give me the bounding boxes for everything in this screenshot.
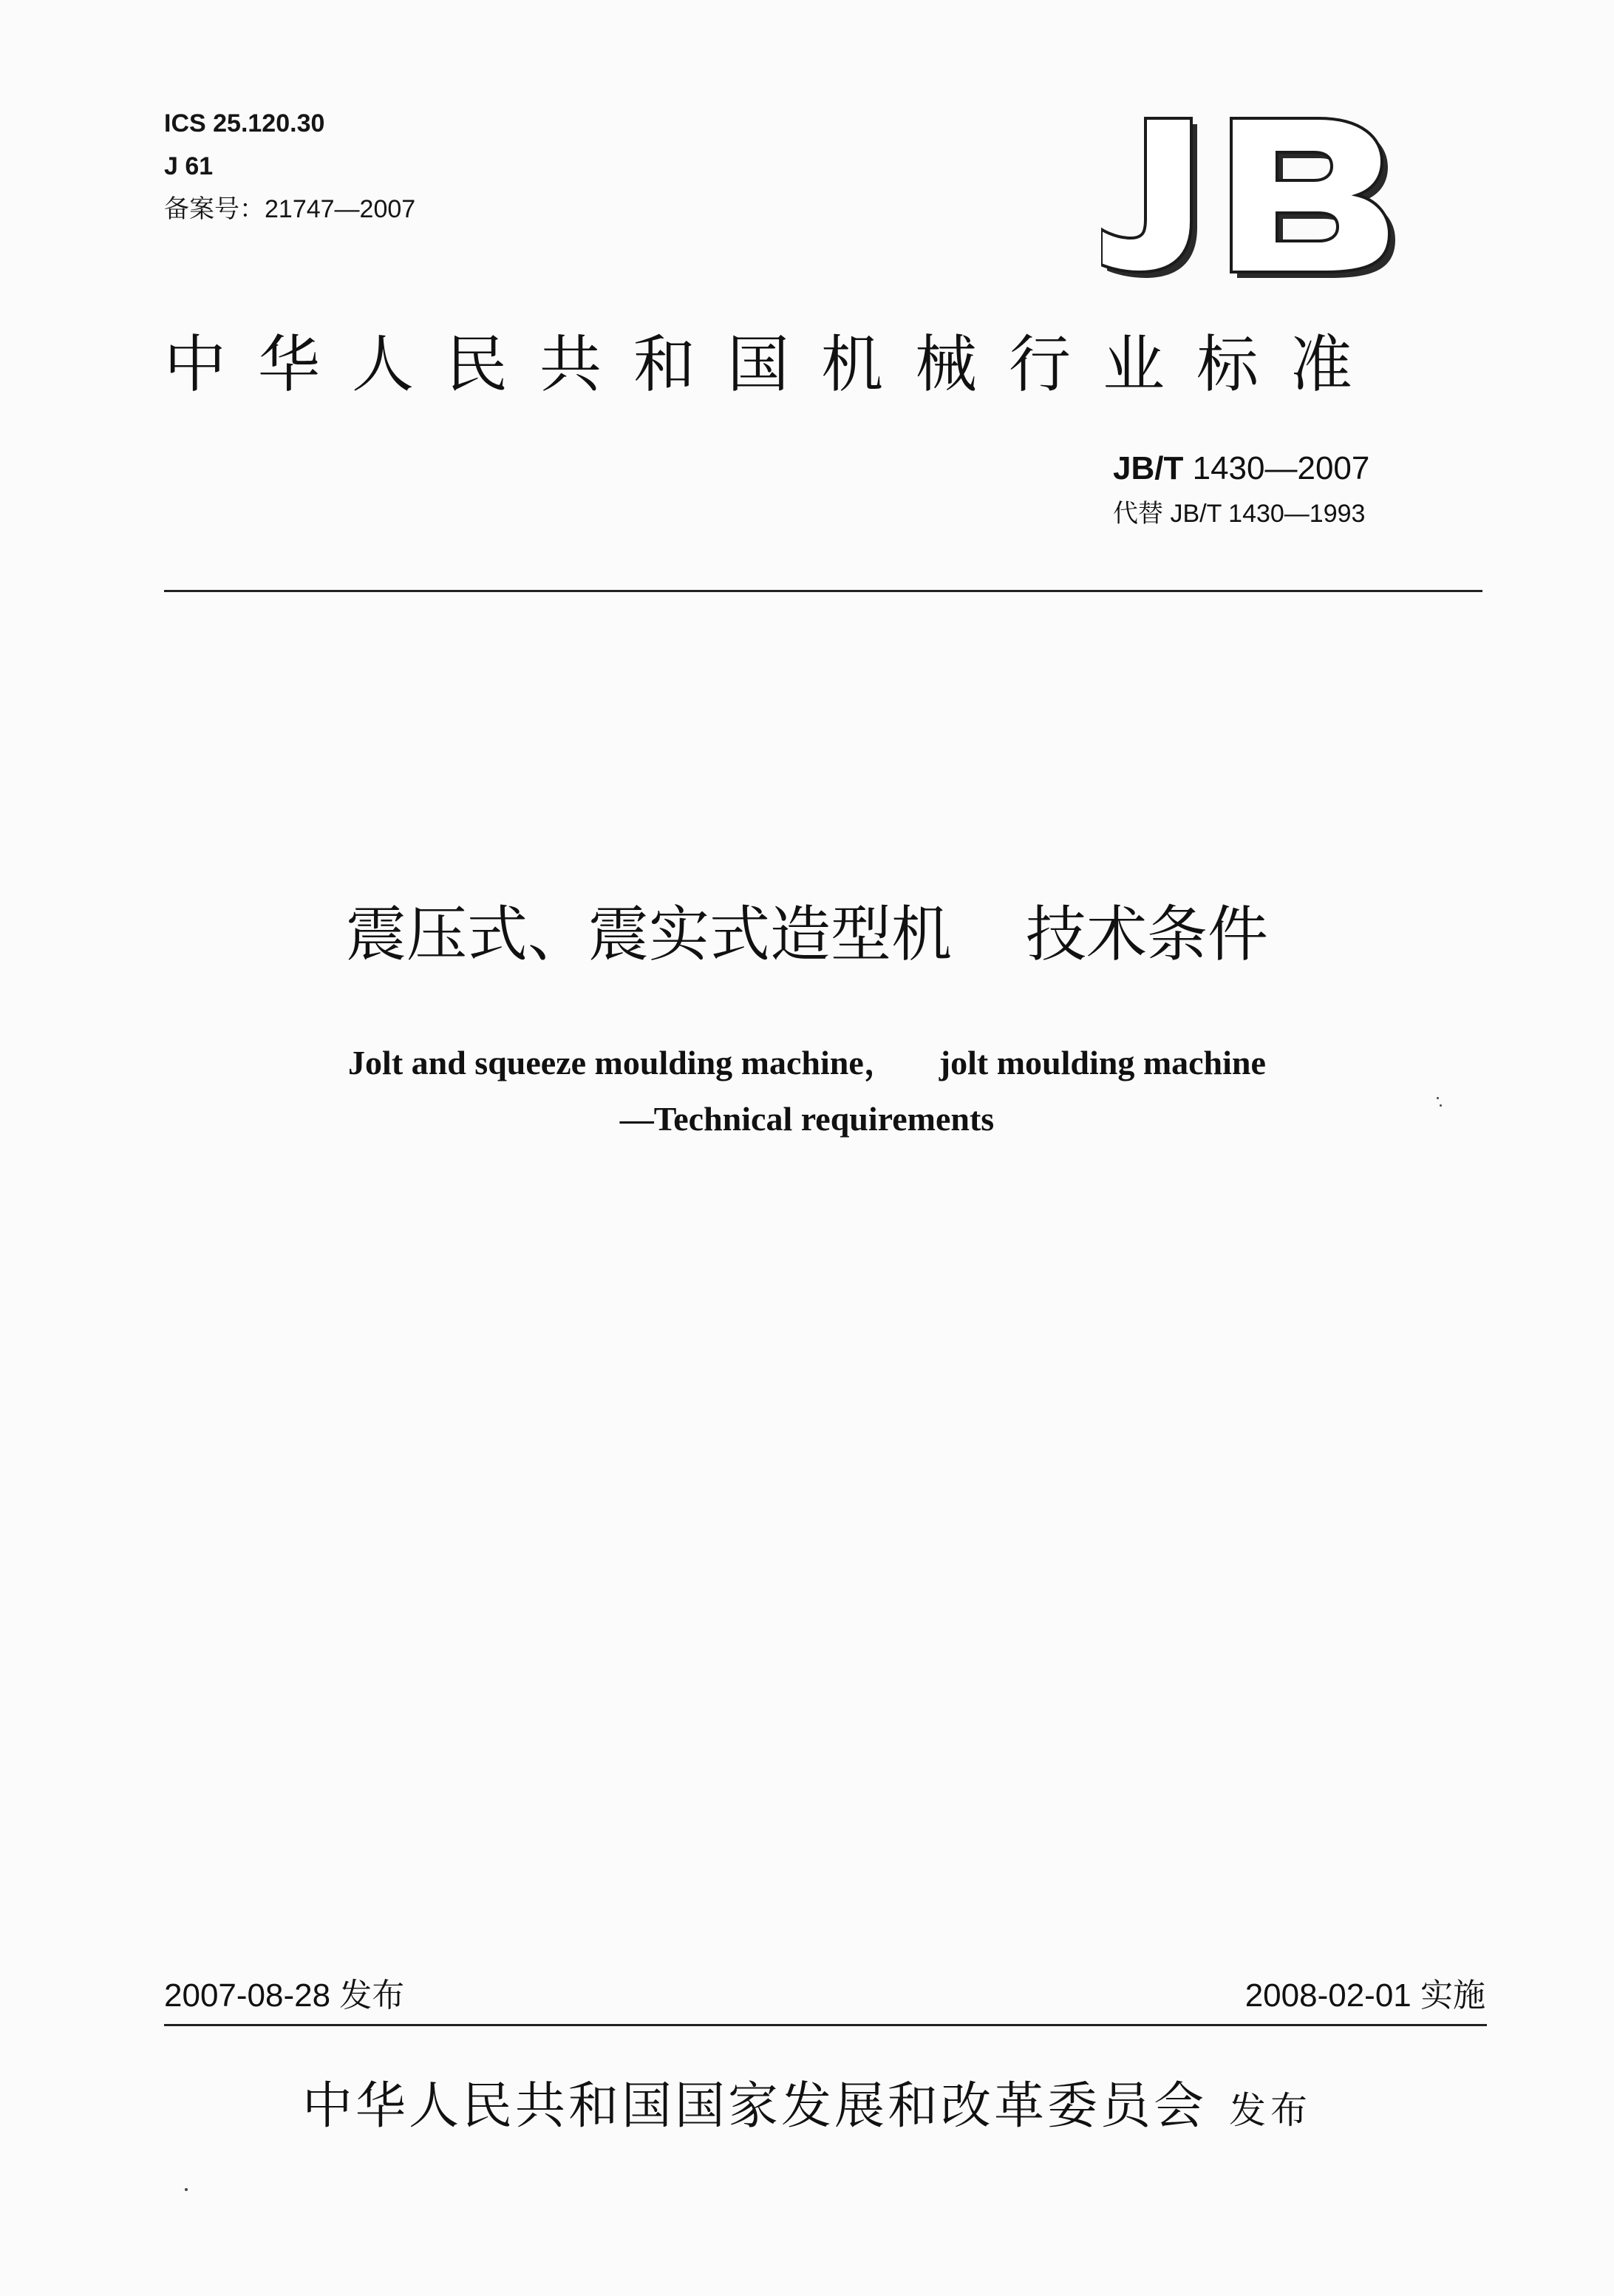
- top-divider: [164, 590, 1482, 592]
- ics-code: ICS 25.120.30: [164, 109, 325, 137]
- standard-code: 1430—2007: [1192, 450, 1370, 486]
- effective-date: 2008-02-01 实施: [1244, 1977, 1485, 2014]
- english-title: [0, 1035, 1614, 1147]
- english-title-line-1: [0, 1035, 1614, 1091]
- agency-header: 中华人民共和国机械行业标准: [164, 328, 1385, 401]
- replaced-standard: 代替 JB/T 1430—1993: [1113, 500, 1366, 528]
- classification-block: [164, 102, 415, 231]
- standard-number: [1113, 446, 1369, 491]
- scan-speck: [1440, 1104, 1442, 1107]
- chinese-title-sub: 技术条件: [1026, 900, 1269, 970]
- ccs-code: J 61: [164, 152, 214, 180]
- bottom-divider: [164, 2024, 1487, 2026]
- scan-speck: [185, 2188, 188, 2191]
- issuer-suffix: 发布: [1229, 2089, 1312, 2132]
- scan-speck: [1437, 1097, 1439, 1099]
- filing-number: 21747—2007: [265, 195, 416, 223]
- issuing-authority: [0, 2070, 1614, 2147]
- english-title-line-2: —Technical requirements: [619, 1100, 995, 1138]
- issuer-name: 中华人民共和国国家发展和改革委员会: [302, 2077, 1207, 2136]
- jb-logo: [1101, 111, 1412, 281]
- english-title-part-b: jolt moulding machine: [939, 1044, 1266, 1081]
- issue-date: 2007-08-28 发布: [164, 1977, 405, 2014]
- chinese-title: [0, 894, 1614, 976]
- english-title-part-a: Jolt and squeeze moulding machine，: [348, 1044, 898, 1081]
- chinese-title-main: 震压式、震实式造型机: [345, 900, 952, 970]
- standard-prefix: JB/T: [1113, 450, 1184, 486]
- filing-label: 备案号：: [164, 195, 265, 223]
- filing-record: [164, 188, 415, 231]
